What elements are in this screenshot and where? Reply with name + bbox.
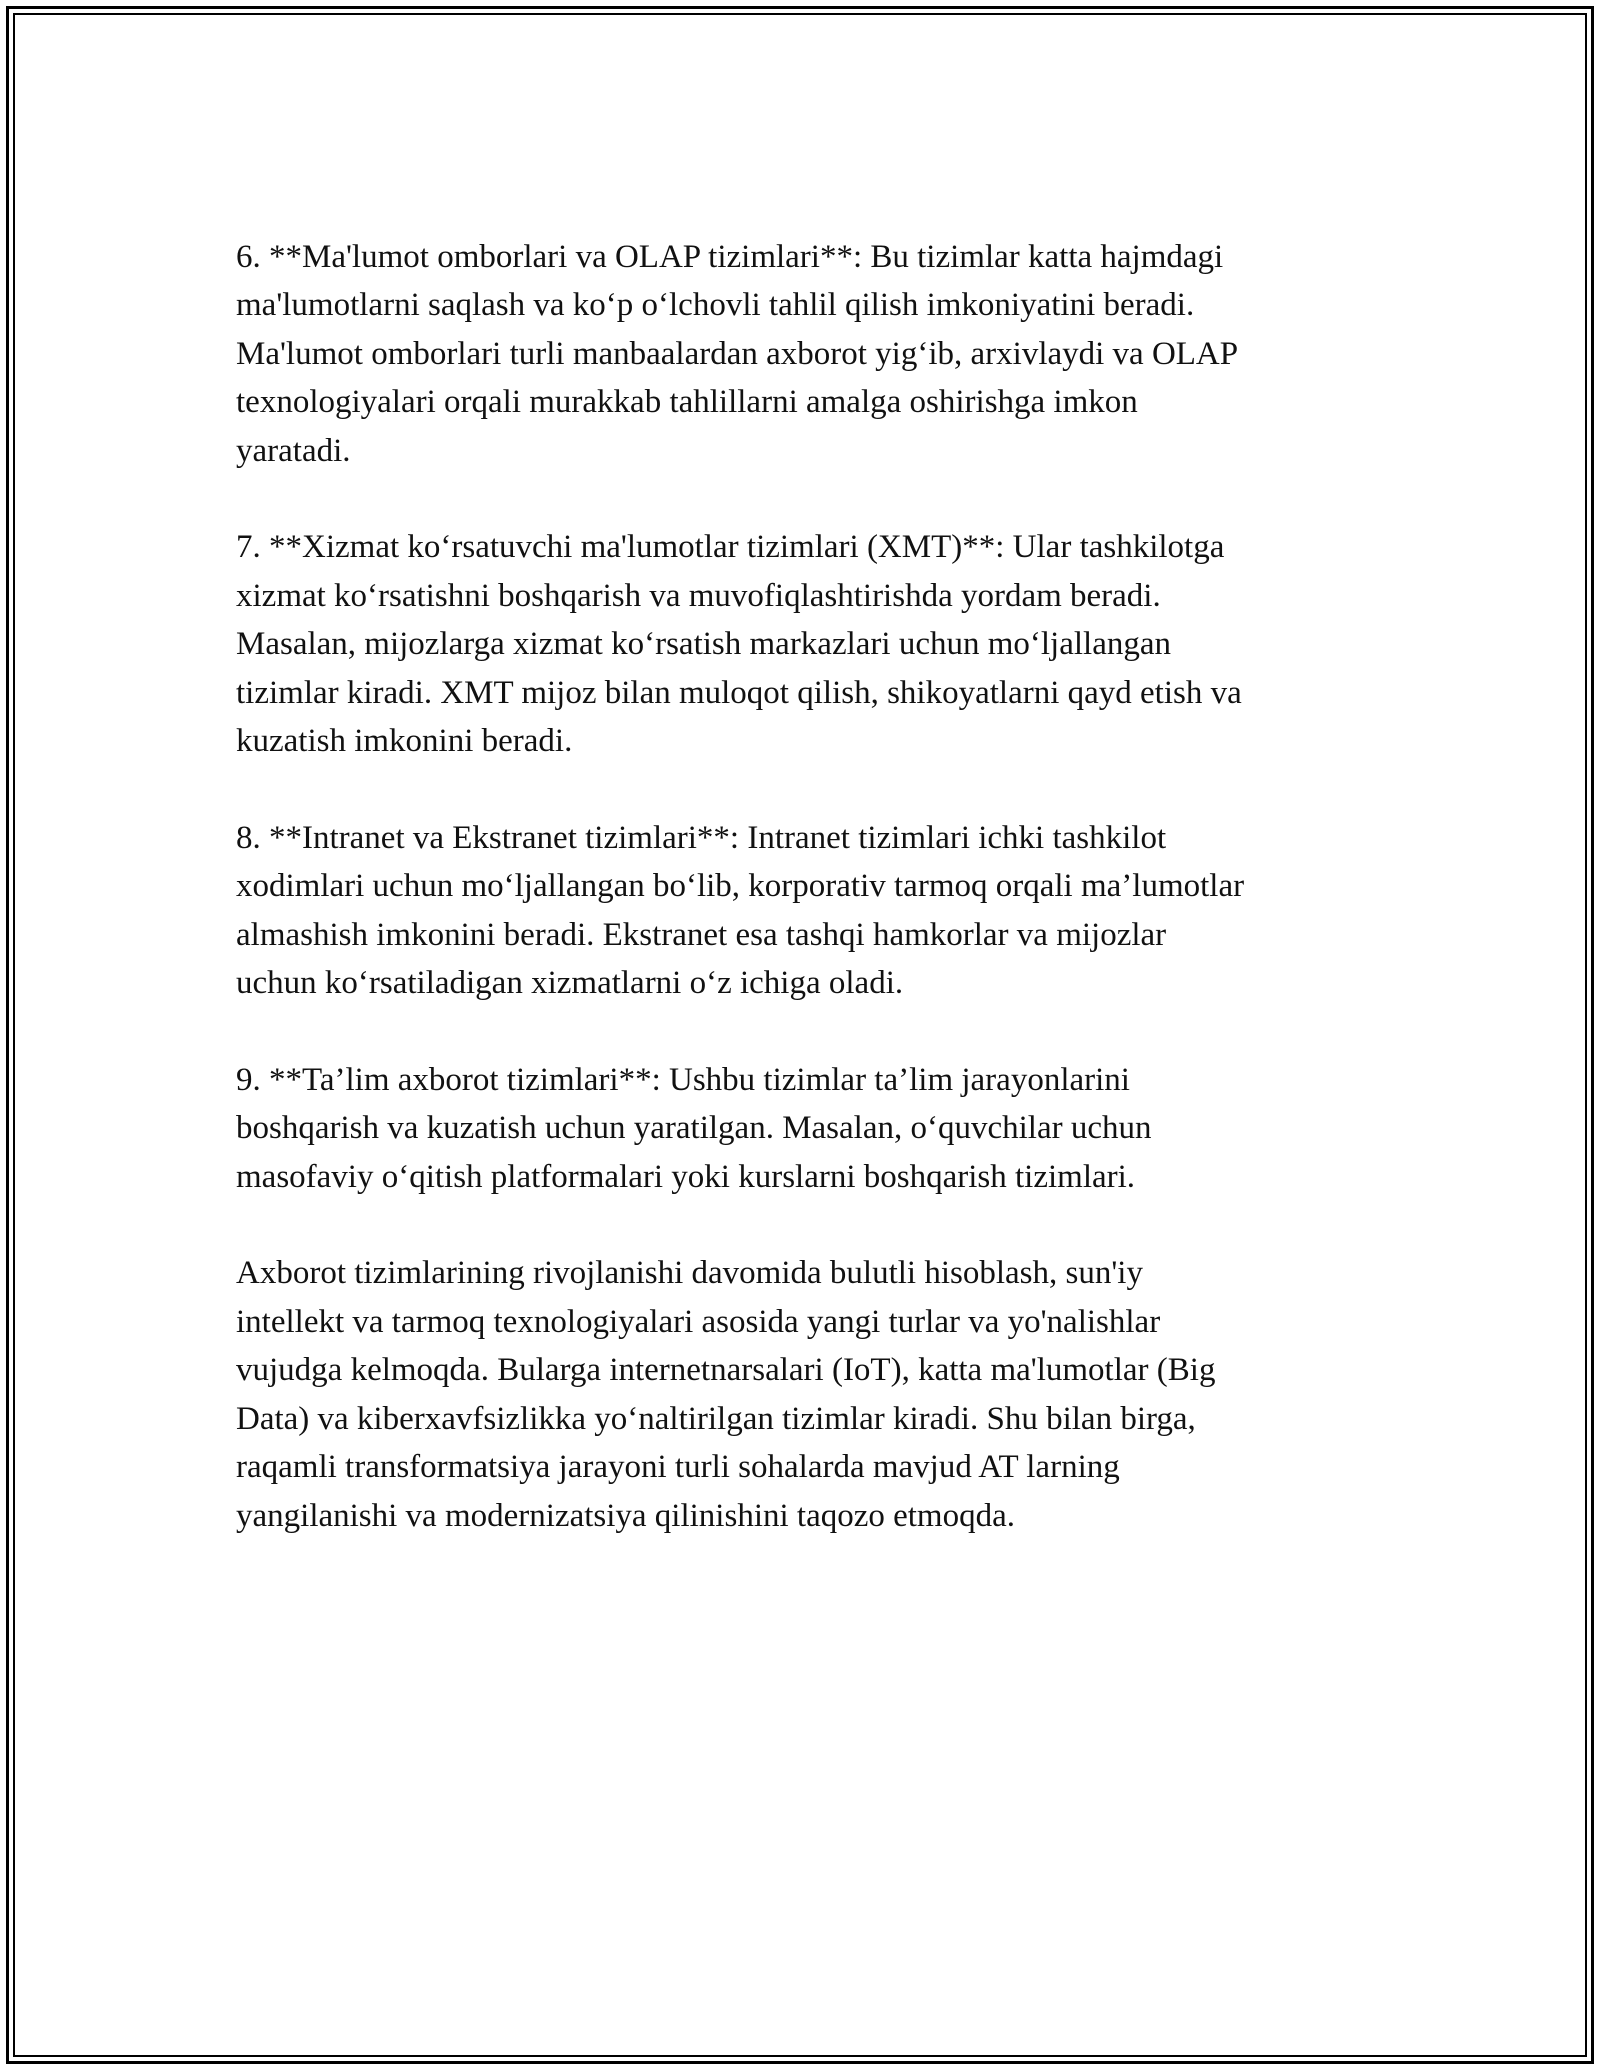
paragraph-olap-systems: 6. **Ma'lumot omborlari va OLAP tizimlari**: Bu tizimlar katta hajmdagi ma'lumotlarni saqlash va koʻp oʻlchovli tahlil qilish imkoniyatini beradi. Ma'lumot omborlari turli manbaalardan axborot yigʻib, arxivlaydi va OLAP texnologiyalari orqali murakkab tahlillarni amalga oshirishga imkon yaratadi. <box>236 239 1239 469</box>
paragraph-conclusion: Axborot tizimlarining rivojlanishi davomida bulutli hisoblash, sun'iy intellekt va tarmoq texnologiyalari asosida yangi turlar va yo'nalishlar vujudga kelmoqda. Bularga internetnarsalari (IoT), katta ma'lumotlar (Big Data) va kiberxavfsizlikka yoʻnaltirilgan tizimlar kiradi. Shu bilan birga, raqamli transformatsiya jarayoni turli sohalarda mavjud AT larning yangilanishi va modernizatsiya qilinishini taqozo etmoqda. <box>236 1255 1216 1534</box>
paragraph-intranet-extranet: 8. **Intranet va Ekstranet tizimlari**: Intranet tizimlari ichki tashkilot xodimlari uchun moʻljallangan boʻlib, korporativ tarmoq orqali ma’lumotlar almashish imkonini beradi. Ekstranet esa tashqi hamkorlar va mijozlar uchun koʻrsatiladigan xizmatlarni oʻz ichiga oladi. <box>236 819 1245 1002</box>
paragraph-service-information-systems: 7. **Xizmat koʻrsatuvchi ma'lumotlar tizimlari (XMT)**: Ular tashkilotga xizmat koʻrsatishni boshqarish va muvofiqlashtirishda yordam beradi. Masalan, mijozlarga xizmat koʻrsatish markazlari uchun moʻljallangan tizimlar kiradi. XMT mijoz bilan muloqot qilish, shikoyatlarni qayd etish va kuzatish imkonini beradi. <box>236 529 1242 760</box>
paragraph-education-systems: 9. **Ta’lim axborot tizimlari**: Ushbu tizimlar ta’lim jarayonlarini boshqarish va kuzatish uchun yaratilgan. Masalan, oʻquvchilar uchun masofaviy oʻqitish platformalari yoki kurslarni boshqarish tizimlari. <box>236 1061 1152 1195</box>
document-body <box>236 233 1366 1588</box>
